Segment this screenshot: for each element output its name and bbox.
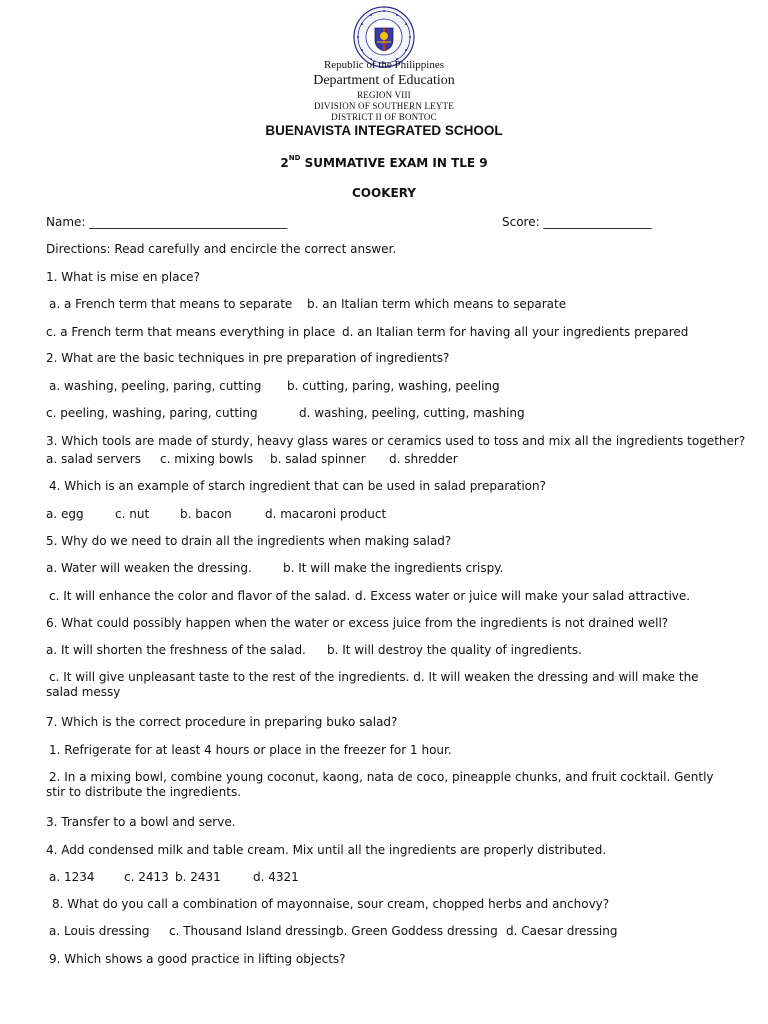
q6-choice-c-d[interactable]: c. It will give unpleasant taste to the rest of the ingredients. d. It will weaken the dressing and will make the salad messy xyxy=(46,670,699,699)
q3-choice-c[interactable]: c. mixing bowls xyxy=(160,452,254,466)
q7-step-2: 2. In a mixing bowl, combine young coconut, kaong, nata de coco, pineapple chunks, and fruit cocktail. Gently stir to distribute the ingredients. xyxy=(46,770,714,799)
exam-ordinal: 2 xyxy=(280,156,289,170)
q3-choice-a[interactable]: a. salad servers xyxy=(46,452,141,466)
q4-choice-a[interactable]: a. egg xyxy=(46,507,84,521)
exam-title-rest: SUMMATIVE EXAM IN TLE 9 xyxy=(300,156,488,170)
subject-title: COOKERY xyxy=(352,186,416,200)
q7-step-4: 4. Add condensed milk and table cream. Mix until all the ingredients are properly distributed. xyxy=(46,843,607,857)
q3-choice-d[interactable]: d. shredder xyxy=(389,452,458,466)
q7-choice-a[interactable]: a. 1234 xyxy=(49,870,95,884)
score-field[interactable]: Score: __________________ xyxy=(502,215,652,229)
q1-choice-b[interactable]: b. an Italian term which means to separate xyxy=(307,297,567,311)
question-5: 5. Why do we need to drain all the ingredients when making salad? xyxy=(46,534,452,548)
question-3: 3. Which tools are made of sturdy, heavy glass wares or ceramics used to toss and mix all the ingredients together? xyxy=(46,434,746,448)
q2-choice-a[interactable]: a. washing, peeling, paring, cutting xyxy=(49,379,262,393)
q8-choice-b[interactable]: b. Green Goddess dressing xyxy=(336,924,498,938)
question-4: 4. Which is an example of starch ingredient that can be used in salad preparation? xyxy=(49,479,546,493)
q4-choice-c[interactable]: c. nut xyxy=(115,507,150,521)
region-line: REGION VIII xyxy=(357,90,411,100)
q7-choice-c[interactable]: c. 2413 xyxy=(124,870,169,884)
question-8: 8. What do you call a combination of mayonnaise, sour cream, chopped herbs and anchovy? xyxy=(52,897,610,911)
q5-choice-c[interactable]: c. It will enhance the color and flavor of the salad. xyxy=(49,589,351,603)
q5-choice-a[interactable]: a. Water will weaken the dressing. xyxy=(46,561,252,575)
q3-choice-b[interactable]: b. salad spinner xyxy=(270,452,366,466)
question-7: 7. Which is the correct procedure in preparing buko salad? xyxy=(46,715,398,729)
question-9: 9. Which shows a good practice in lifting objects? xyxy=(49,952,346,966)
name-field[interactable]: Name: _________________________________ xyxy=(46,215,288,229)
q2-choice-c[interactable]: c. peeling, washing, paring, cutting xyxy=(46,406,258,420)
q4-choice-d[interactable]: d. macaroni product xyxy=(265,507,387,521)
q7-choice-b[interactable]: b. 2431 xyxy=(175,870,221,884)
q8-choice-c[interactable]: c. Thousand Island dressing xyxy=(169,924,336,938)
q1-choice-a[interactable]: a. a French term that means to separate xyxy=(49,297,293,311)
q7-step-3: 3. Transfer to a bowl and serve. xyxy=(46,815,236,829)
question-1: 1. What is mise en place? xyxy=(46,270,200,284)
district-line: DISTRICT II OF BONTOC xyxy=(331,112,437,122)
division-line: DIVISION OF SOUTHERN LEYTE xyxy=(314,101,454,111)
question-6: 6. What could possibly happen when the water or excess juice from the ingredients is not drained well? xyxy=(46,616,669,630)
department-line: Department of Education xyxy=(313,73,455,88)
q1-choice-d[interactable]: d. an Italian term for having all your ingredients prepared xyxy=(342,325,689,339)
q2-choice-b[interactable]: b. cutting, paring, washing, peeling xyxy=(287,379,500,393)
q8-choice-a[interactable]: a. Louis dressing xyxy=(49,924,150,938)
republic-line: Republic of the Philippines xyxy=(323,59,445,71)
directions-text: Directions: Read carefully and encircle the correct answer. xyxy=(46,242,397,256)
school-name: BUENAVISTA INTEGRATED SCHOOL xyxy=(265,123,503,138)
q5-choice-b[interactable]: b. It will make the ingredients crispy. xyxy=(283,561,504,575)
q8-choice-d[interactable]: d. Caesar dressing xyxy=(506,924,618,938)
q6-choice-b[interactable]: b. It will destroy the quality of ingredients. xyxy=(327,643,582,657)
question-2: 2. What are the basic techniques in pre preparation of ingredients? xyxy=(46,351,450,365)
q2-choice-d[interactable]: d. washing, peeling, cutting, mashing xyxy=(299,406,525,420)
q6-choice-a[interactable]: a. It will shorten the freshness of the salad. xyxy=(46,643,306,657)
exam-ordinal-suffix: ND xyxy=(288,154,301,162)
q5-choice-d[interactable]: d. Excess water or juice will make your salad attractive. xyxy=(355,589,691,603)
q4-choice-b[interactable]: b. bacon xyxy=(180,507,232,521)
exam-title xyxy=(0,156,768,170)
q1-choice-c[interactable]: c. a French term that means everything in place xyxy=(46,325,336,339)
q7-step-1: 1. Refrigerate for at least 4 hours or place in the freezer for 1 hour. xyxy=(49,743,452,757)
q7-choice-d[interactable]: d. 4321 xyxy=(253,870,299,884)
